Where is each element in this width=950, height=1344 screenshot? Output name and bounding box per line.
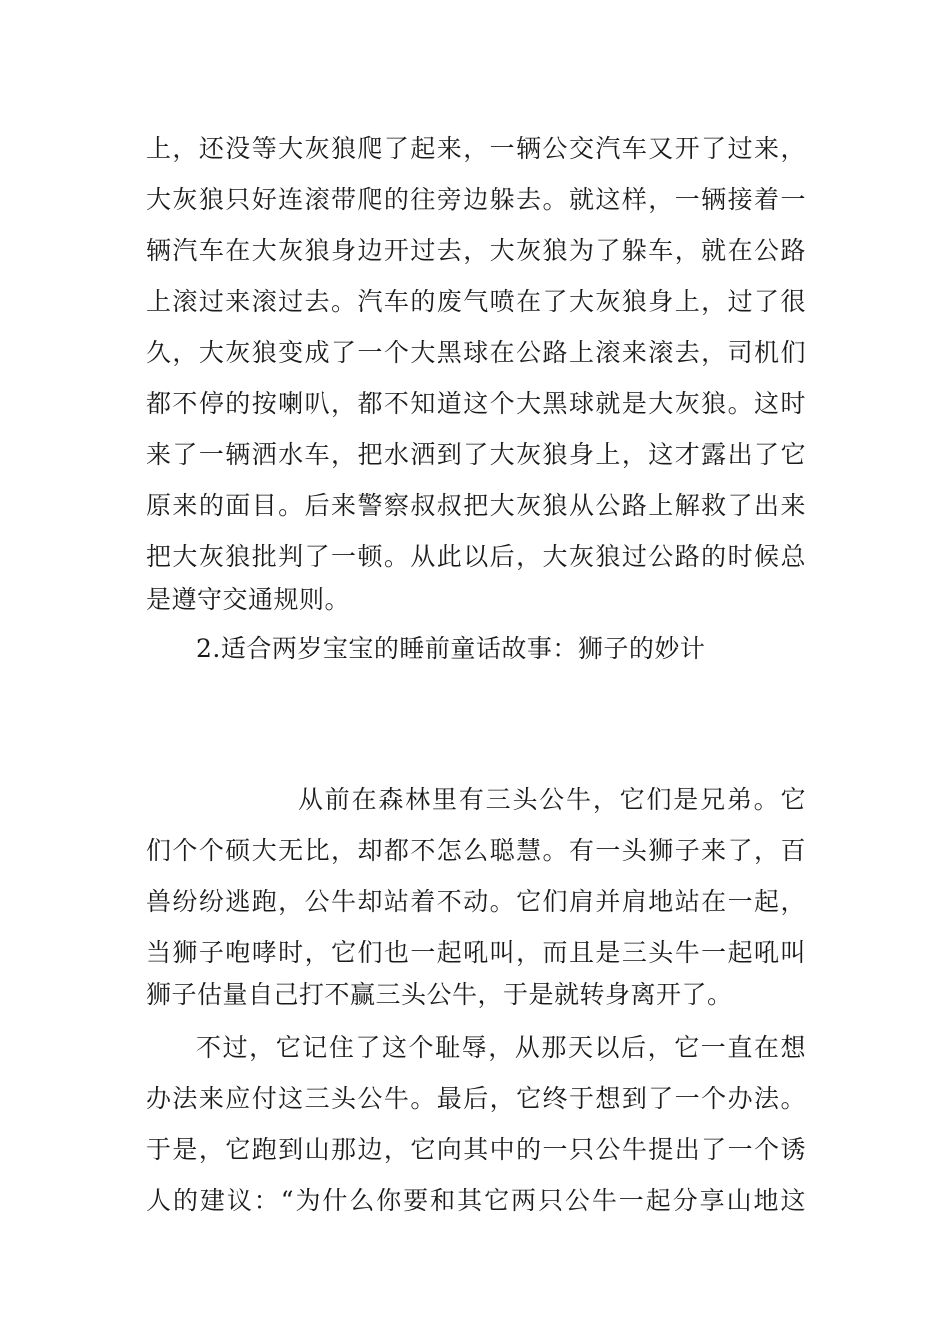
section-heading: 2.适合两岁宝宝的睡前童话故事：狮子的妙计 <box>196 634 706 663</box>
paragraph-1-line: 上滚过来滚过去。汽车的废气喷在了大灰狼身上，过了很 <box>146 287 806 316</box>
paragraph-2-line: 当狮子咆哮时，它们也一起吼叫，而且是三头牛一起吼叫 <box>146 938 806 967</box>
paragraph-1-line: 把大灰狼批判了一顿。从此以后，大灰狼过公路的时候总 <box>146 542 806 571</box>
paragraph-1-line: 上，还没等大灰狼爬了起来，一辆公交汽车又开了过来， <box>146 134 806 163</box>
paragraph-1-line: 辆汽车在大灰狼身边开过去，大灰狼为了躲车，就在公路 <box>146 236 806 265</box>
paragraph-3-line: 人的建议：“为什么你要和其它两只公牛一起分享山地这 <box>146 1186 806 1215</box>
paragraph-2-line: 狮子估量自己打不赢三头公牛，于是就转身离开了。 <box>146 980 733 1009</box>
paragraph-1-line: 是遵守交通规则。 <box>146 585 351 614</box>
paragraph-1-line: 原来的面目。后来警察叔叔把大灰狼从公路上解救了出来 <box>146 491 806 520</box>
paragraph-3-line: 办法来应付这三头公牛。最后，它终于想到了一个办法。 <box>146 1084 806 1113</box>
paragraph-1-line: 来了一辆洒水车，把水洒到了大灰狼身上，这才露出了它 <box>146 440 806 469</box>
paragraph-1-line: 久，大灰狼变成了一个大黑球在公路上滚来滚去，司机们 <box>146 338 806 367</box>
paragraph-2-line: 们个个硕大无比，却都不怎么聪慧。有一头狮子来了，百 <box>146 836 806 865</box>
paragraph-3-line: 于是，它跑到山那边，它向其中的一只公牛提出了一个诱 <box>146 1135 806 1164</box>
paragraph-1-line: 大灰狼只好连滚带爬的往旁边躲去。就这样，一辆接着一 <box>146 185 806 214</box>
paragraph-1-line: 都不停的按喇叭，都不知道这个大黑球就是大灰狼。这时 <box>146 389 806 418</box>
paragraph-2-line: 兽纷纷逃跑，公牛却站着不动。它们肩并肩地站在一起， <box>146 887 806 916</box>
paragraph-2-line: 从前在森林里有三头公牛，它们是兄弟。它 <box>298 785 806 814</box>
paragraph-3-line: 不过，它记住了这个耻辱，从那天以后，它一直在想 <box>196 1033 806 1062</box>
